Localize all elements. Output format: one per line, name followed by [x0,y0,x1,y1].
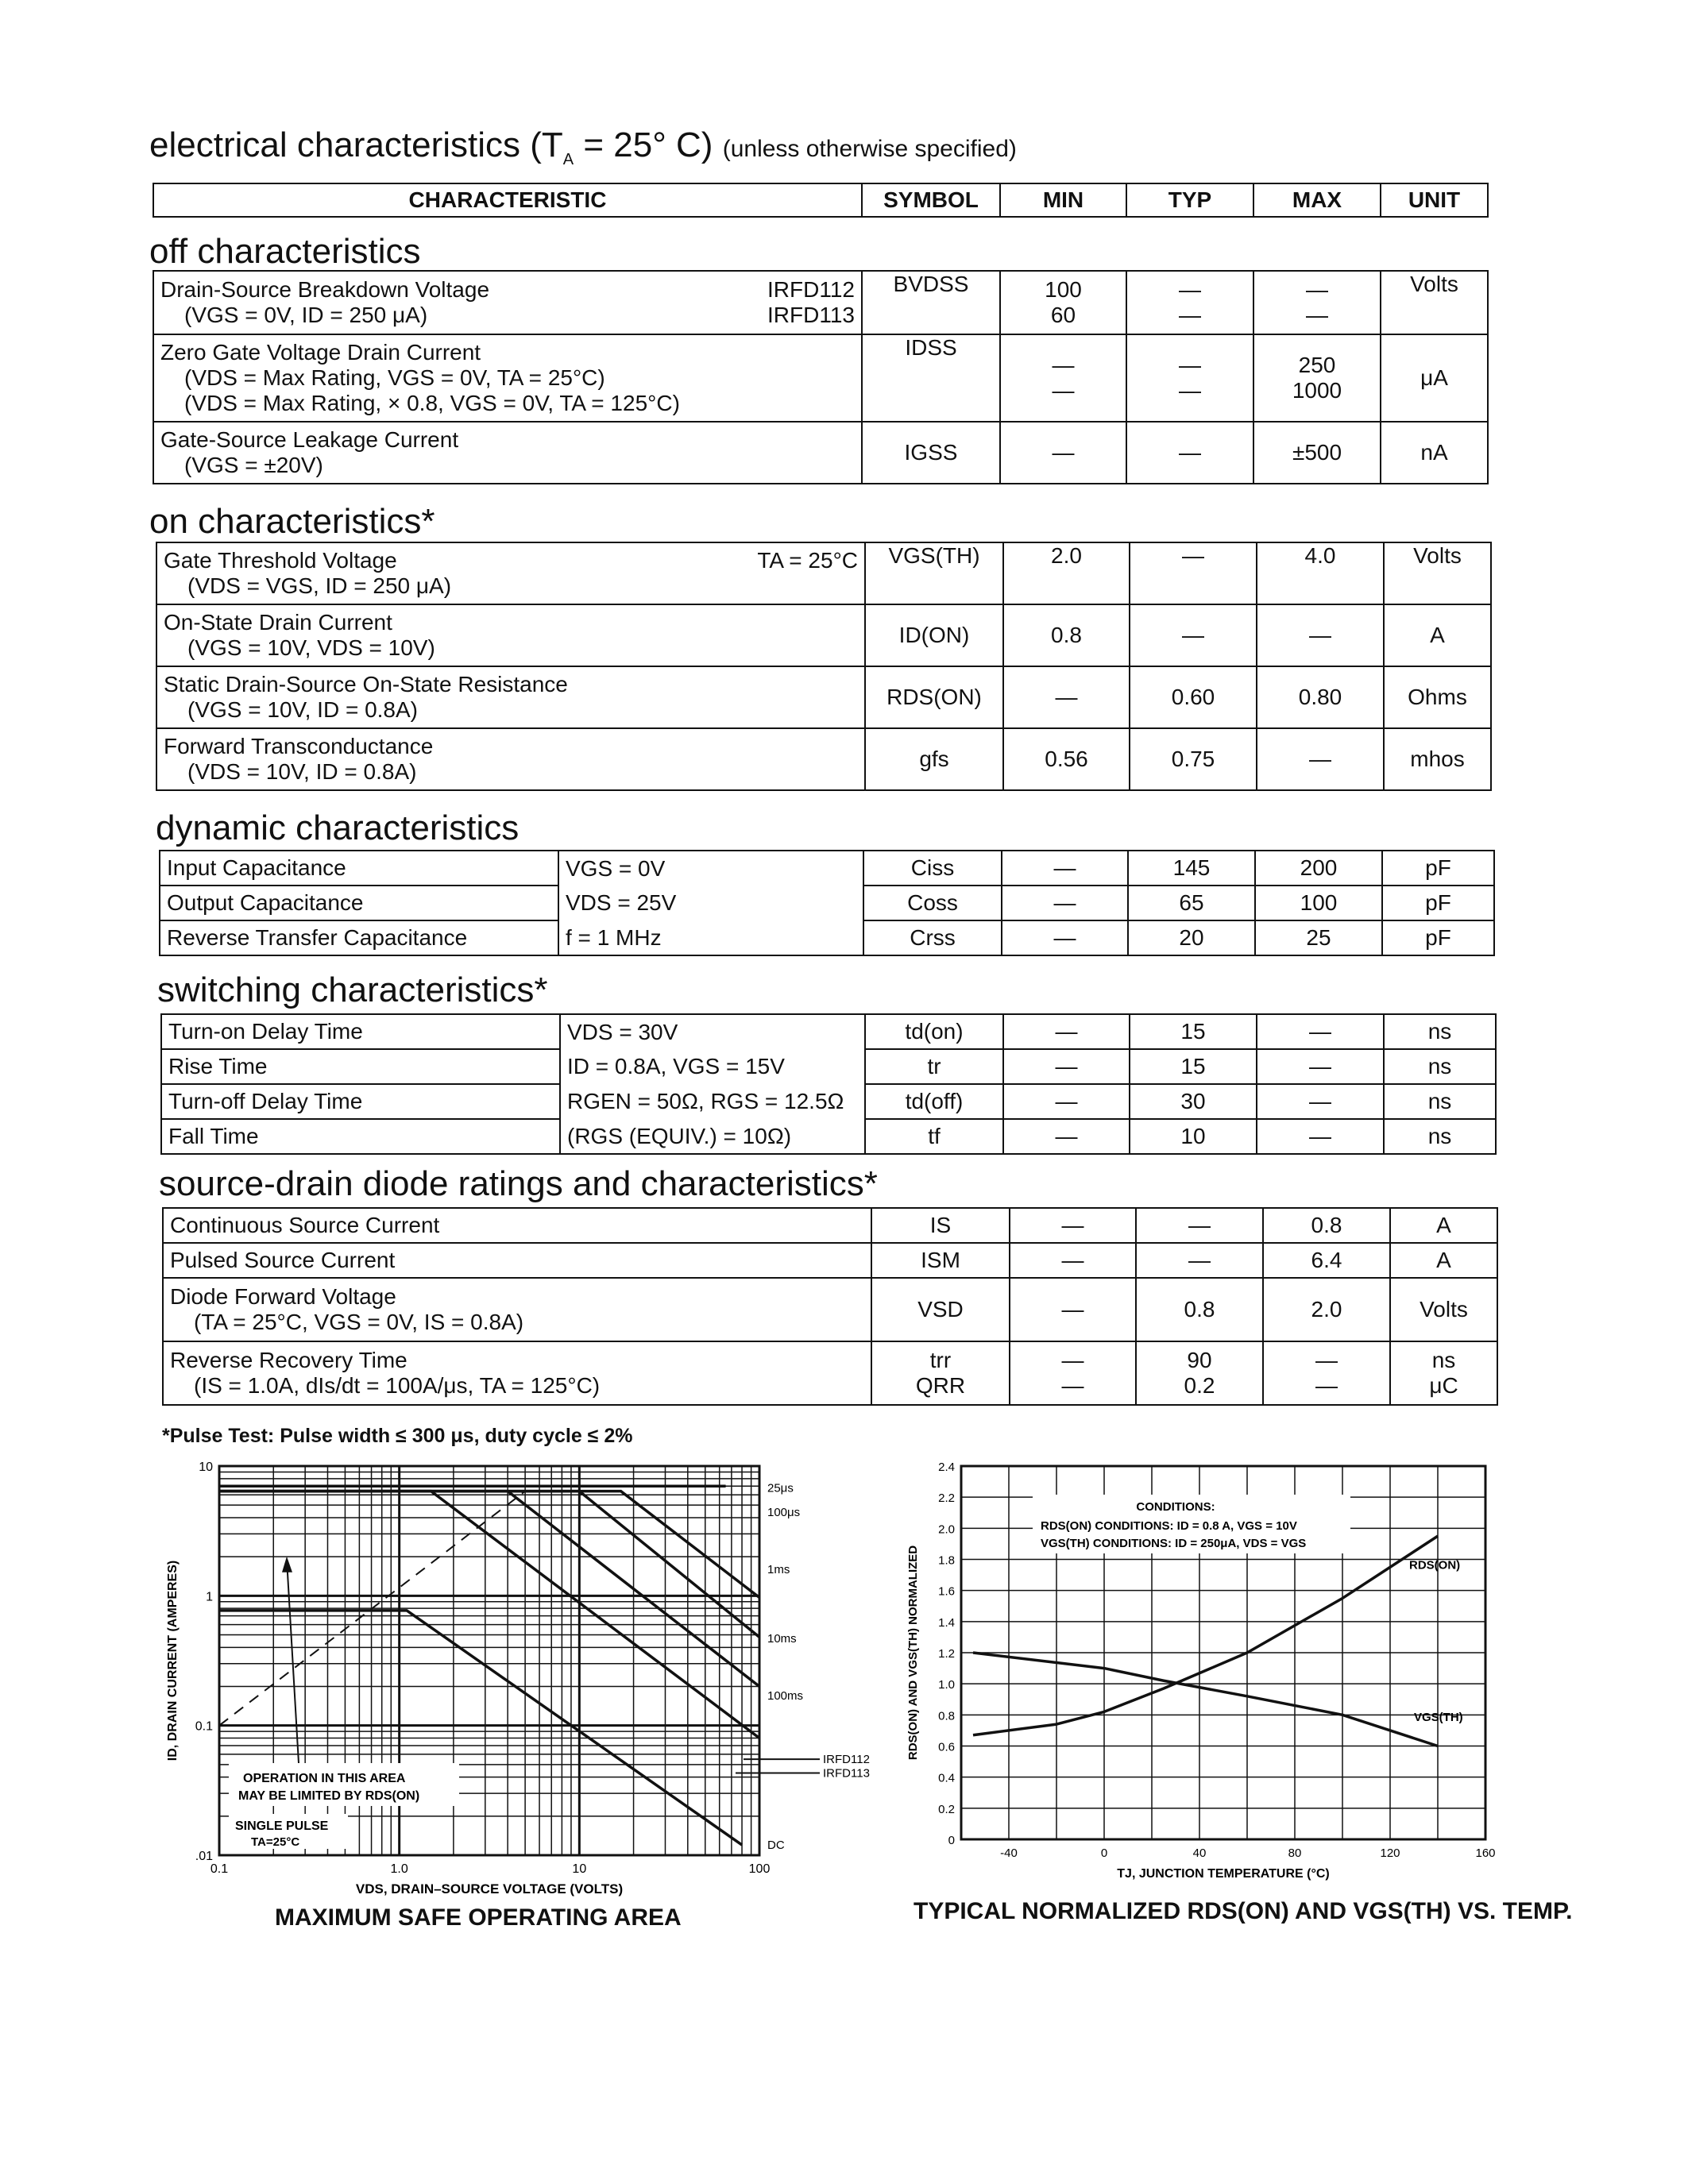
soa-xtick: 10 [572,1862,587,1876]
switching-table [160,1013,1497,1155]
gfs-row: Forward Transconductance (VDS = 10V, ID = 0.8A) [156,728,865,790]
temp-ytick: 0.2 [938,1802,955,1816]
soa-label-s5: 100ms [767,1689,804,1704]
soa-chart [159,1453,874,1898]
footnote: *Pulse Test: Pulse width ≤ 300 μs, duty cycle ≤ 2% [162,1425,633,1447]
bv-row: Drain-Source Breakdown Voltage IRFD112 (VGS = 0V, ID = 250 μA) IRFD113 [153,271,862,334]
soa-ytick: .01 [195,1850,213,1863]
temp-xlabel: TJ, JUNCTION TEMPERATURE (°C) [1117,1867,1330,1881]
soa-series-2 [219,1491,759,1638]
soa-series-3 [219,1491,759,1687]
vth-row: Gate Threshold Voltage TA = 25°C (VDS = VGS, ID = 250 μA) [156,542,865,604]
temp-xtick: 160 [1475,1846,1496,1860]
soa-annot-arrowhead [282,1557,292,1572]
switching-row-2: Turn-off Delay Time RGEN = 50Ω, RGS = 12.5Ω td(off) — 30 — ns [161,1084,1496,1119]
temp-xtick: 120 [1380,1846,1400,1860]
temp-title: TYPICAL NORMALIZED RDS(ON) AND VGS(TH) VS. TEMP. [914,1898,1573,1924]
title-note: (unless otherwise specified) [722,136,1017,162]
soa-annot-dev2: IRFD113 [823,1766,870,1781]
dynamic-row-2: Reverse Transfer Capacitance f = 1 MHz Crss — 20 25 pF [160,920,1494,955]
page-title: electrical characteristics ($T_A = 25^\circ$ C) (unless otherwise specified) [149,125,1017,168]
temp-label-vgs: VGS(TH) [1414,1711,1463,1725]
switching-row-3: Fall Time (RGS (EQUIV.) = 10Ω) tf — 10 — ns [161,1119,1496,1154]
soa-annot-op1: OPERATION IN THIS AREA [243,1772,406,1785]
switching-row-1: Rise Time ID = 0.8A, VGS = 15V tr — 15 — ns [161,1049,1496,1084]
soa-label-s3: 1ms [767,1562,790,1576]
section-off: off characteristics [149,232,421,271]
diode-row-ism: Pulsed Source Current ISM — — 6.4 A [163,1243,1497,1278]
temp-ytick: 2.0 [938,1522,955,1537]
temp-ytick: 2.4 [938,1461,955,1474]
on-table: Gate Threshold Voltage TA = 25°C (VDS = VGS, ID = 250 μA) VGS(TH) 2.0 — 4.0 Volts On-State Drain Current (VGS = 10V, VDS = 10V) ID(ON) 0.8 — — A Static Drain-Source On-State Resistance (VGS = 10V, ID = 0.8A) RDS(ON) — 0.60 0.80 Ohms Forward Transconductance (VDS = 10V, ID = 0.8A) gfs 0.56 0.75 — mhos [156,542,1492,791]
soa-annot-single: SINGLE PULSE [235,1819,329,1833]
idon-row: On-State Drain Current (VGS = 10V, VDS = 10V) [156,604,865,666]
header-max: MAX [1253,183,1381,217]
soa-series-1 [219,1491,759,1598]
soa-ytick: 0.1 [195,1719,213,1734]
soa-title: MAXIMUM SAFE OPERATING AREA [275,1904,682,1931]
diode-row-vsd: Diode Forward Voltage (TA = 25°C, VGS = 0V, IS = 0.8A) VSD — 0.8 2.0 Volts [163,1278,1497,1341]
rds-row: Static Drain-Source On-State Resistance (VGS = 10V, ID = 0.8A) [156,666,865,728]
soa-annot-ta: TA=25°C [251,1835,300,1849]
temp-ylabel: RDS(ON) AND VGS(TH) NORMALIZED [906,1545,920,1761]
temp-ytick: 1.2 [938,1647,955,1661]
header-characteristic: CHARACTERISTIC [153,183,862,217]
soa-label-s4: 10ms [767,1631,797,1646]
temp-ytick: 1.0 [938,1678,955,1692]
soa-xtick: 0.1 [210,1862,229,1876]
soa-xlabel: VDS, DRAIN–SOURCE VOLTAGE (VOLTS) [355,1881,624,1897]
soa-xtick: 1.0 [390,1862,408,1876]
temp-series-1 [973,1653,1438,1746]
idss-unit: μA [1381,334,1488,422]
header-typ: TYP [1126,183,1253,217]
bv-symbol: BVDSS [862,271,1000,334]
header-table [153,183,1489,218]
dynamic-table [159,850,1495,956]
temp-xtick: 0 [1100,1846,1108,1860]
temp-ytick: 2.2 [938,1491,955,1506]
dynamic-row-1: Output Capacitance VDS = 25V Coss — 65 100 pF [160,886,1494,920]
soa-xtick: 100 [748,1862,771,1876]
soa-series-5 [219,1611,742,1845]
soa-annot-op2: MAY BE LIMITED BY RDS(ON) [238,1789,420,1803]
diode-row-trr: Reverse Recovery Time (IS = 1.0A, dIs/dt = 100A/μs, TA = 125°C) trr QRR — — 90 0.2 — — ns μC [163,1341,1497,1405]
idss-row: Zero Gate Voltage Drain Current (VDS = Max Rating, VGS = 0V, TA = 25°C) (VDS = Max Rating, × 0.8, VGS = 0V, TA = 125°C) [153,334,862,422]
bv-unit: Volts [1381,271,1488,334]
temp-ytick: 1.6 [938,1584,955,1599]
soa-annot-dev1: IRFD112 [823,1753,870,1767]
soa-ytick: 1 [206,1590,213,1604]
temp-ytick: 0 [948,1834,955,1847]
soa-ylabel: ID, DRAIN CURRENT (AMPERES) [166,1560,180,1761]
temp-annot-c1: RDS(ON) CONDITIONS: ID = 0.8 A, VGS = 10V [1041,1519,1297,1533]
header-min: MIN [1000,183,1126,217]
section-switching: switching characteristics* [157,970,548,1009]
section-diode: source-drain diode ratings and characteristics* [159,1164,878,1203]
section-on: on characteristics* [149,502,435,541]
temp-xtick: 40 [1192,1846,1207,1860]
diode-table [162,1207,1498,1406]
diode-row-is: Continuous Source Current IS — — 0.8 A [163,1208,1497,1243]
temp-annot-c2: VGS(TH) CONDITIONS: ID = 250μA, VDS = VGS [1041,1537,1307,1550]
soa-ytick: 10 [199,1461,213,1474]
temp-ytick: 1.8 [938,1553,955,1568]
temp-ytick: 0.8 [938,1709,955,1723]
soa-label-s6: DC [767,1839,785,1853]
header-symbol: SYMBOL [862,183,1000,217]
temp-chart [898,1453,1517,1898]
temp-label-rds: RDS(ON) [1409,1558,1461,1572]
temp-ytick: 1.4 [938,1615,955,1630]
soa-label-s2: 100μs [767,1506,801,1520]
temp-xtick: 80 [1288,1846,1302,1860]
temp-ytick: 0.6 [938,1740,955,1754]
idss-symbol: IDSS [862,334,1000,422]
temp-ytick: 0.4 [938,1771,955,1785]
dynamic-row-0: Input Capacitance VGS = 0V Ciss — 145 200 pF [160,851,1494,886]
section-dynamic: dynamic characteristics [156,808,520,847]
temp-xtick: -40 [1000,1846,1018,1860]
soa-label-s1: 25μs [767,1481,794,1495]
off-table: Drain-Source Breakdown Voltage IRFD112 (VGS = 0V, ID = 250 μA) IRFD113 BVDSS 100 60 — — — — Volts Zero Gate Voltage Drain Current (VDS = Max Rating, VGS = 0V, TA = 25°C) (VDS = Max Rating, × 0.8, VGS = 0V, TA = 125°C) IDSS — — — — 250 1000 μA Gate-Source Leakage Current (VGS = ±20V) IGSS — — ±500 nA [153,270,1489,484]
soa-annot-arrow [287,1560,299,1763]
temp-annot-cond: CONDITIONS: [1136,1500,1215,1514]
igss-row: Gate-Source Leakage Current (VGS = ±20V) [153,422,862,484]
temp-series-0 [973,1536,1438,1735]
header-unit: UNIT [1381,183,1488,217]
soa-series-4 [219,1491,759,1738]
switching-row-0: Turn-on Delay Time VDS = 30V td(on) — 15 — ns [161,1014,1496,1049]
